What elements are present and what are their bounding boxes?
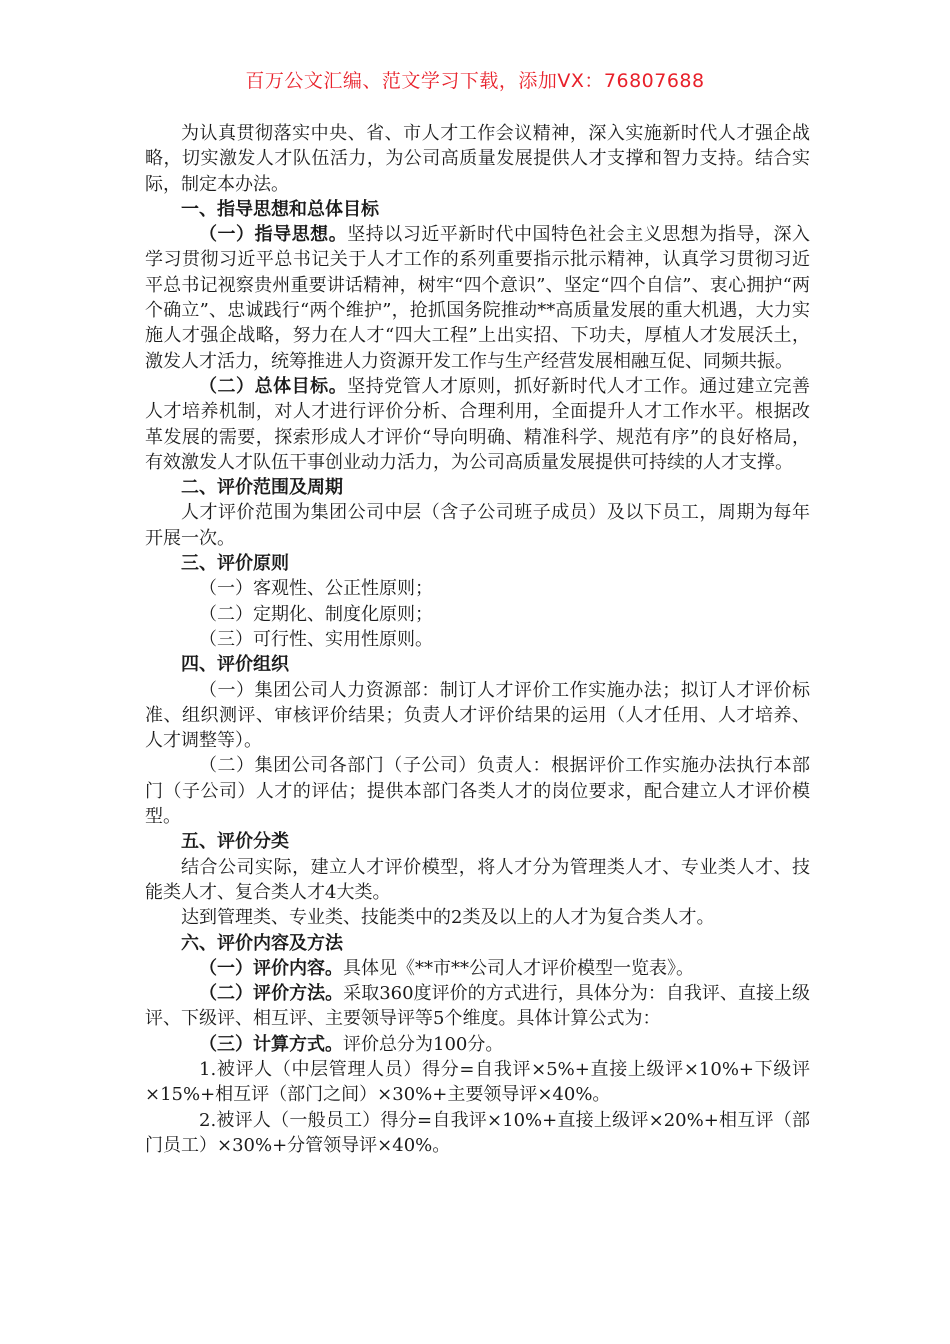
formula-2: 2.被评人（一般员工）得分=自我评×10%+直接上级评×20%+相互评（部门员工）×30%+分管领导评×40%。 (145, 1109, 810, 1156)
section-1-paragraph-2 (145, 374, 810, 475)
paragraph-text: 坚持以习近平新时代中国特色社会主义思想为指导，深入学习贯彻习近平总书记关于人才工作的系列重要指示批示精神，认真学习贯彻习近平总书记视察贵州重要讲话精神，树牢“四个意识”、坚定“四个自信”、衷心拥护“两个确立”、忠诚践行“两个维护”，抢抓国务院推动**高质量发展的重大机遇，大力实施人才强企战略，努力在人才“四大工程”上出实招、下功夫，厚植人才发展沃土，激发人才活力，统筹推进人力资源开发工作与生产经营发展相融互促、同频共振。 (145, 224, 810, 372)
section-1-heading: 一、指导思想和总体目标 (181, 198, 379, 220)
paragraph-text: 采取360度评价的方式进行，具体分为：自我评、直接上级评、下级评、相互评、主要领导评等5个维度。具体计算公式为： (145, 983, 811, 1030)
section-4-heading: 四、评价组织 (181, 654, 289, 676)
section-6-paragraph-3 (145, 1032, 810, 1057)
section-4-paragraph-1: （一）集团公司人力资源部：制订人才评价工作实施办法；拟订人才评价标准、组织测评、审核评价结果；负责人才评价结果的运用（人才任用、人才培养、人才调整等）。 (145, 679, 810, 752)
section-5-paragraph-1: 结合公司实际，建立人才评价模型，将人才分为管理类人才、专业类人才、技能类人才、复合类人才4大类。 (145, 856, 810, 903)
paragraph-label: （二）总体目标。 (199, 375, 348, 397)
section-3-heading: 三、评价原则 (181, 553, 289, 575)
formula-1: 1.被评人（中层管理人员）得分=自我评×5%+直接上级评×10%+下级评×15%+相互评（部门之间）×30%+主要领导评×40%。 (145, 1058, 810, 1106)
document-body (145, 121, 810, 1158)
section-5-heading: 五、评价分类 (181, 831, 289, 853)
paragraph-label: （三）计算方式。 (199, 1033, 343, 1055)
intro-paragraph: 为认真贯彻落实中央、省、市人才工作会议精神，深入实施新时代人才强企战略，切实激发人才队伍活力，为公司高质量发展提供人才支撑和智力支持。结合实际，制定本办法。 (145, 123, 810, 195)
principle-item: （一）客观性、公正性原则； (199, 578, 433, 600)
promo-banner: 百万公文汇编、范文学习下载，添加VX：76807688 (245, 70, 705, 92)
section-5-paragraph-2: 达到管理类、专业类、技能类中的2类及以上的人才为复合类人才。 (181, 907, 715, 929)
paragraph-label: （一）评价内容。 (199, 957, 343, 979)
paragraph-label: （二）评价方法。 (199, 983, 344, 1005)
principle-item: （三）可行性、实用性原则。 (199, 628, 433, 650)
paragraph-label: （一）指导思想。 (199, 224, 348, 246)
section-2-paragraph: 人才评价范围为集团公司中层（含子公司班子成员）及以下员工，周期为每年开展一次。 (145, 502, 810, 549)
section-6-paragraph-2 (145, 981, 810, 1032)
section-6-paragraph-1 (145, 956, 810, 981)
section-1-paragraph-1 (145, 222, 810, 374)
paragraph-text: 坚持党管人才原则，抓好新时代人才工作。通过建立完善人才培养机制，对人才进行评价分析、合理利用，全面提升人才工作水平。根据改革发展的需要，探索形成人才评价“导向明确、精准科学、规范有序”的良好格局，有效激发人才队伍干事创业动力活力，为公司高质量发展提供可持续的人才支撑。 (145, 375, 810, 473)
paragraph-text: 具体见《**市**公司人才评价模型一览表》。 (343, 957, 694, 979)
principle-item: （二）定期化、制度化原则； (199, 603, 433, 625)
section-6-heading: 六、评价内容及方法 (181, 932, 343, 954)
section-2-heading: 二、评价范围及周期 (181, 477, 343, 499)
paragraph-text: 评价总分为100分。 (343, 1033, 504, 1055)
section-4-paragraph-2: （二）集团公司各部门（子公司）负责人：根据评价工作实施办法执行本部门（子公司）人才的评估；提供本部门各类人才的岗位要求，配合建立人才评价模型。 (145, 755, 810, 828)
